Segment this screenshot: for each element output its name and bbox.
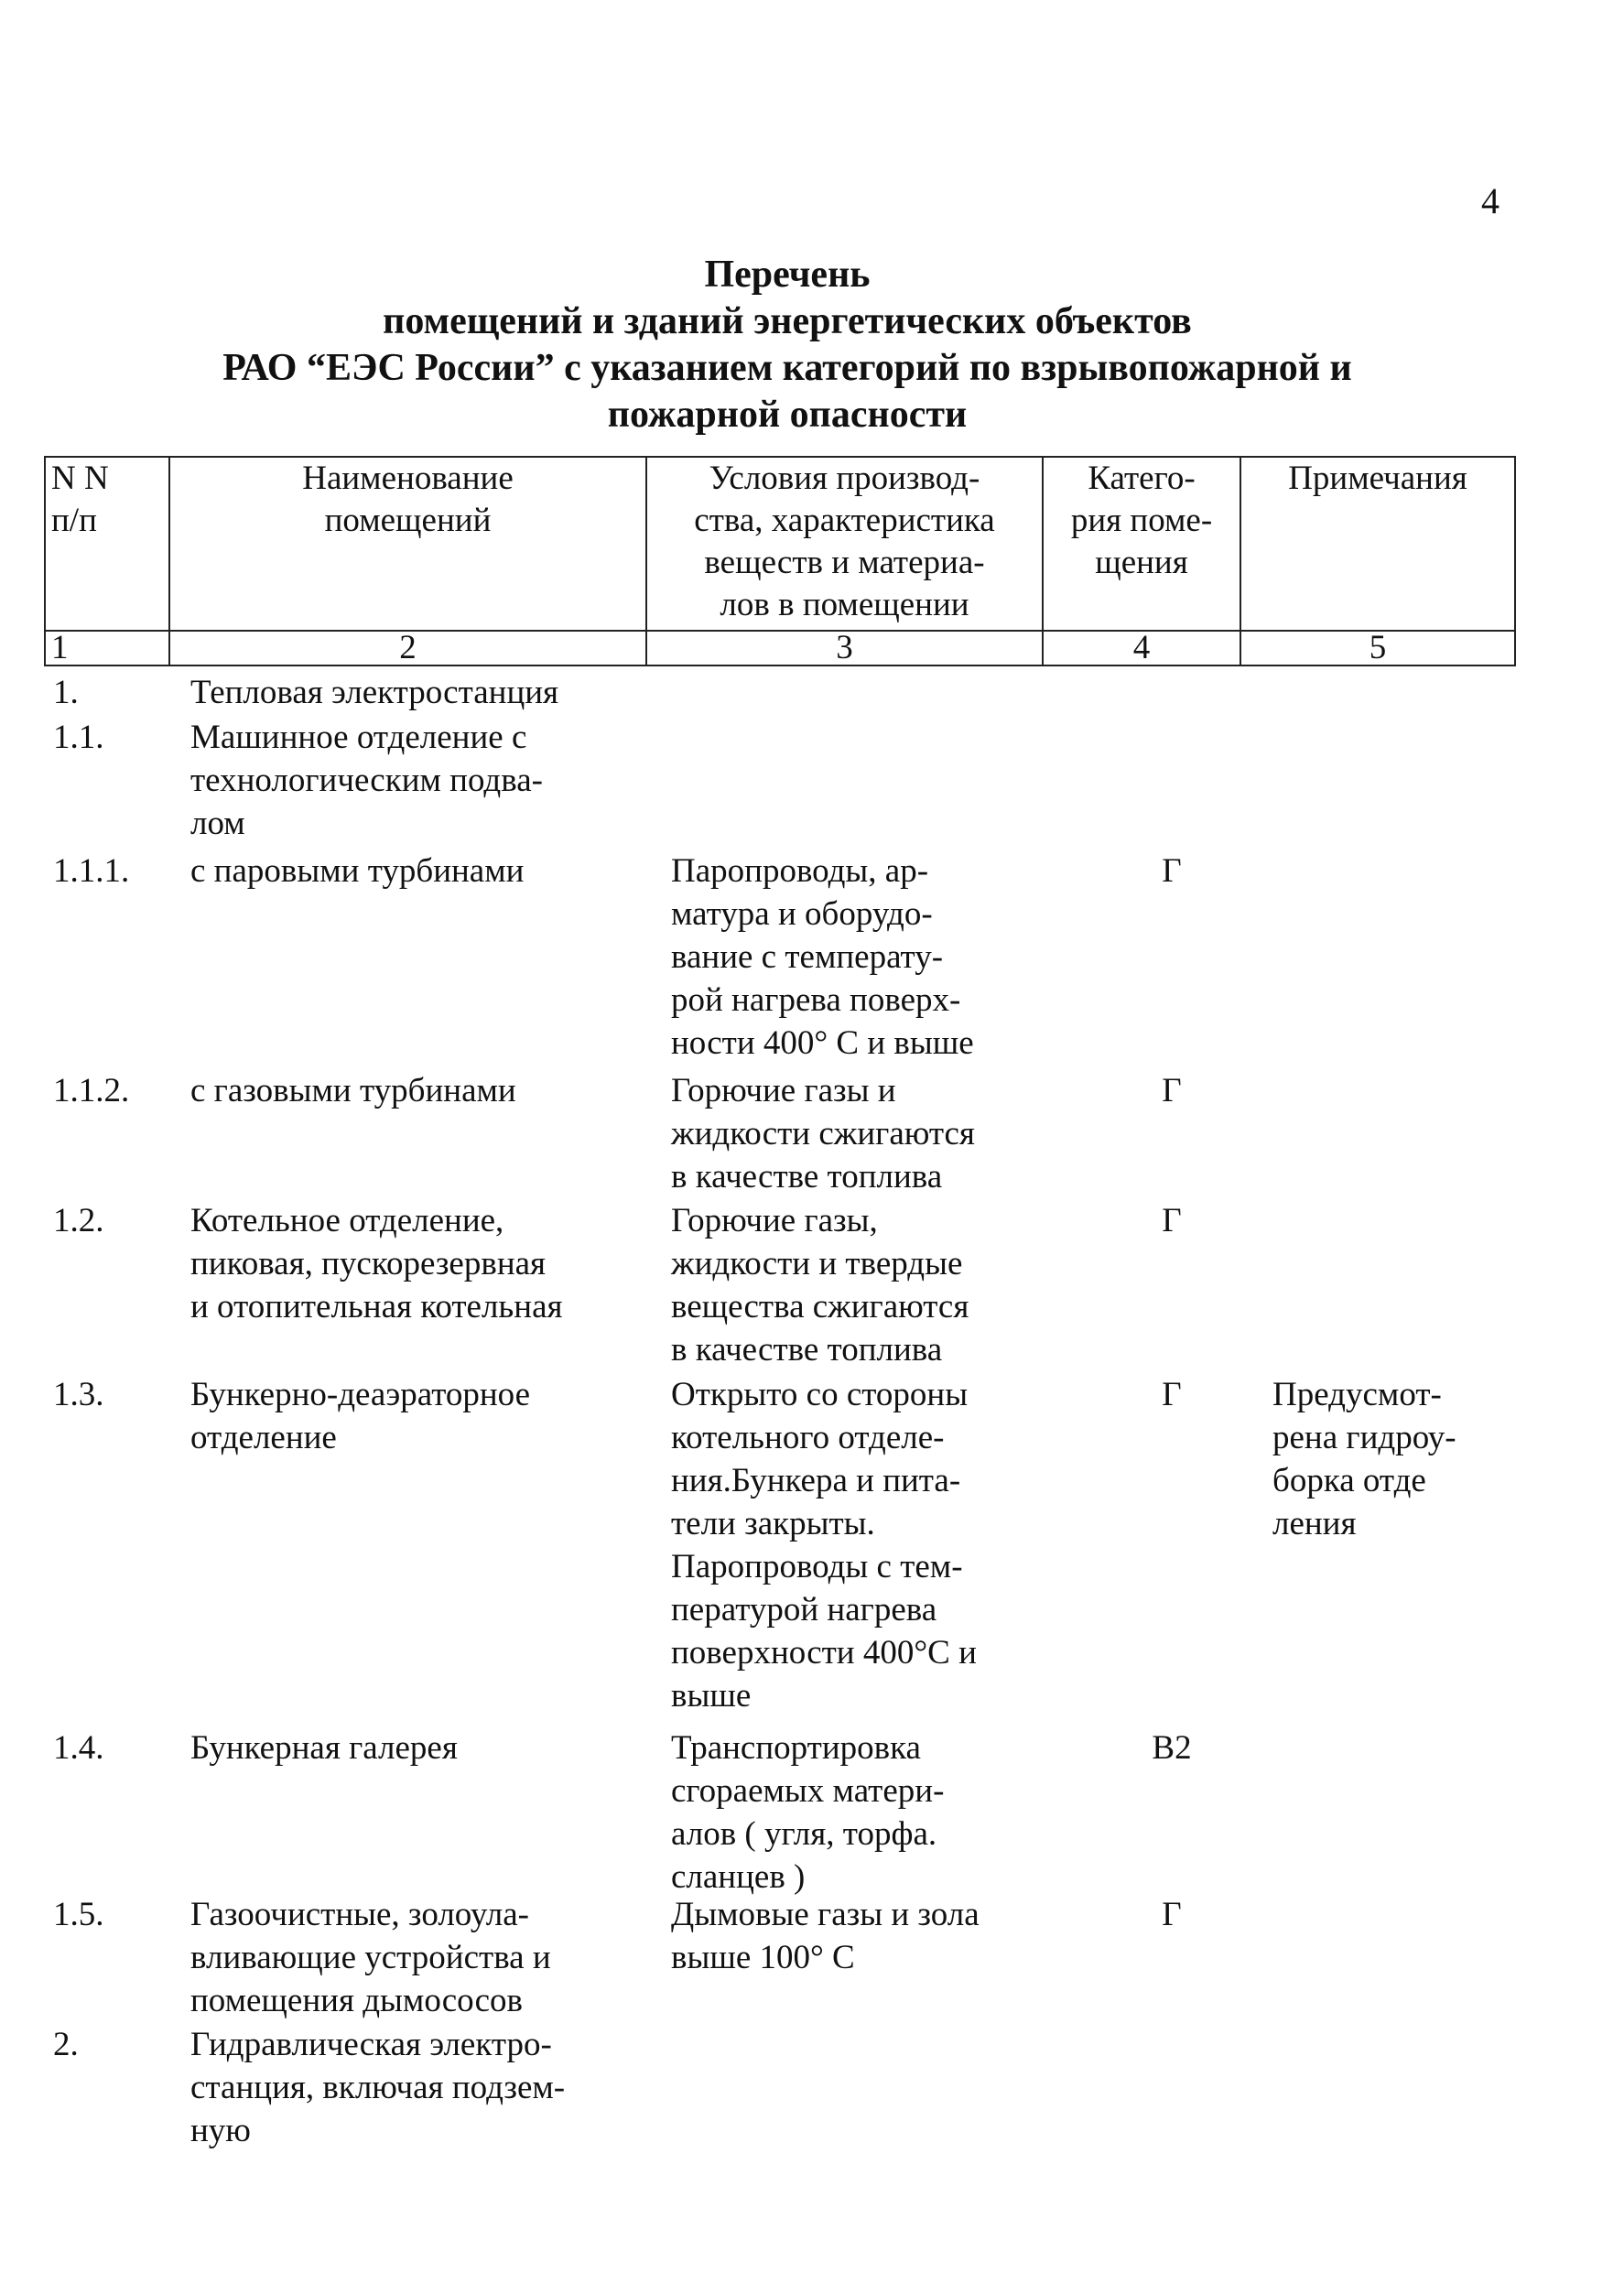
- header-text-line: веществ и материа-: [704, 544, 985, 581]
- row-number: 1.4.: [53, 1729, 104, 1767]
- header-text-line: Примечания: [1288, 460, 1467, 497]
- text-line: матура и оборудо-: [671, 895, 933, 933]
- column-number: 4: [1043, 631, 1240, 665]
- text-line: жидкости сжигаются: [671, 1115, 975, 1152]
- text-line: вливающие устройства и: [190, 1939, 551, 1976]
- text-line: Машинное отделение с: [190, 719, 527, 756]
- text-line: выше: [671, 1677, 752, 1715]
- row-number: 1.: [53, 674, 79, 711]
- header-row: [45, 457, 1515, 631]
- room-name: [190, 1893, 551, 2022]
- category-value: В2: [1152, 1729, 1192, 1767]
- row-number: 1.1.: [53, 719, 104, 756]
- title-line-3: РАО “ЕЭС России” с указанием категорий по взрывопожарной и: [222, 347, 1352, 389]
- row-number: 1.1.1.: [53, 852, 130, 890]
- text-line: технологическим подва-: [190, 762, 543, 799]
- header-col-notes: [1240, 457, 1515, 631]
- header-text-line: N N: [51, 460, 109, 497]
- table-header: [44, 456, 1516, 666]
- category-value: Г: [1162, 1202, 1182, 1239]
- text-line: Горючие газы и: [671, 1072, 896, 1109]
- conditions-text: [671, 849, 974, 1065]
- text-line: помещения дымососов: [190, 1982, 523, 2019]
- column-number: 1: [45, 631, 169, 665]
- text-line: ную: [190, 2112, 251, 2149]
- text-line: Паропроводы с тем-: [671, 1548, 963, 1585]
- text-line: лом: [190, 805, 245, 842]
- column-number: 3: [646, 631, 1043, 665]
- text-line: Котельное отделение,: [190, 1202, 504, 1239]
- text-line: Бункерная галерея: [190, 1729, 458, 1767]
- text-line: в качестве топлива: [671, 1158, 943, 1196]
- header-text-line: щения: [1095, 544, 1188, 581]
- column-number: 2: [169, 631, 646, 665]
- text-line: станция, включая подзем-: [190, 2069, 566, 2106]
- header-col-category: [1043, 457, 1240, 631]
- text-line: Транспортировка: [671, 1729, 921, 1767]
- text-line: вание с температу-: [671, 938, 944, 976]
- header-col-conditions: [646, 457, 1043, 631]
- room-name: [190, 1726, 458, 1769]
- text-line: в качестве топлива: [671, 1331, 943, 1369]
- row-number: 1.2.: [53, 1202, 104, 1239]
- conditions-text: [671, 1069, 975, 1198]
- text-line: Тепловая электростанция: [190, 674, 559, 711]
- page-number: 4: [1481, 180, 1499, 222]
- header-text-line: Наименование: [302, 460, 514, 497]
- text-line: борка отде: [1272, 1462, 1426, 1499]
- text-line: пературой нагрева: [671, 1591, 937, 1628]
- row-number: 1.3.: [53, 1376, 104, 1413]
- header-text-line: п/п: [51, 502, 97, 539]
- document-title: [55, 252, 1520, 438]
- header-text-line: ства, характеристика: [694, 502, 995, 539]
- text-line: рой нагрева поверх-: [671, 981, 961, 1019]
- text-line: Горючие газы,: [671, 1202, 878, 1239]
- room-name: [190, 716, 543, 845]
- row-number: 1.1.2.: [53, 1072, 130, 1109]
- text-line: ния.Бункера и пита-: [671, 1462, 961, 1499]
- header-text-line: Условия производ-: [709, 460, 980, 497]
- category-value: Г: [1162, 1376, 1182, 1413]
- text-line: ности 400° С и выше: [671, 1024, 974, 1062]
- text-line: с паровыми турбинами: [190, 852, 525, 890]
- text-line: котельного отделе-: [671, 1419, 945, 1456]
- text-line: пиковая, пускорезервная: [190, 1245, 547, 1282]
- column-number-row: [45, 631, 1515, 665]
- text-line: с газовыми турбинами: [190, 1072, 516, 1109]
- title-line-4: пожарной опасности: [607, 394, 968, 436]
- header-text-line: рия поме-: [1070, 502, 1213, 539]
- text-line: ления: [1272, 1505, 1357, 1542]
- header-col-num: [45, 457, 169, 631]
- header-text-line: помещений: [324, 502, 492, 539]
- row-number: 2.: [53, 2026, 79, 2063]
- room-name: [190, 1373, 530, 1459]
- conditions-text: [671, 1373, 977, 1717]
- conditions-text: [671, 1893, 980, 1979]
- category-value: Г: [1162, 852, 1182, 890]
- conditions-text: [671, 1726, 944, 1899]
- category-value: Г: [1162, 1072, 1182, 1109]
- header-text-line: Катего-: [1088, 460, 1196, 497]
- text-line: Паропроводы, ар-: [671, 852, 929, 890]
- text-line: Дымовые газы и зола: [671, 1896, 980, 1933]
- text-line: рена гидроу-: [1272, 1419, 1456, 1456]
- text-line: сланцев ): [671, 1858, 806, 1896]
- text-line: Гидравлическая электро-: [190, 2026, 552, 2063]
- conditions-text: [671, 1199, 969, 1371]
- room-name: [190, 1069, 516, 1112]
- text-line: выше 100° С: [671, 1939, 855, 1976]
- note-text: [1272, 1373, 1456, 1545]
- column-number: 5: [1240, 631, 1515, 665]
- text-line: тели закрыты.: [671, 1505, 875, 1542]
- category-value: Г: [1162, 1896, 1182, 1933]
- text-line: Газоочистные, золоула-: [190, 1896, 529, 1933]
- text-line: сгораемых матери-: [671, 1772, 945, 1810]
- row-number: 1.5.: [53, 1896, 104, 1933]
- room-name: [190, 671, 558, 714]
- header-col-name: [169, 457, 646, 631]
- text-line: Бункерно-деаэраторное: [190, 1376, 531, 1413]
- room-name: [190, 849, 524, 893]
- title-line-2: помещений и зданий энергетических объектов: [383, 300, 1192, 342]
- text-line: алов ( угля, торфа.: [671, 1815, 937, 1853]
- text-line: отделение: [190, 1419, 337, 1456]
- text-line: жидкости и твердые: [671, 1245, 963, 1282]
- text-line: Предусмот-: [1272, 1376, 1442, 1413]
- header-text-line: лов в помещении: [720, 586, 969, 623]
- text-line: вещества сжигаются: [671, 1288, 969, 1325]
- title-line-1: Перечень: [704, 254, 871, 296]
- text-line: поверхности 400°С и: [671, 1634, 977, 1672]
- room-name: [190, 1199, 563, 1328]
- room-name: [190, 2023, 565, 2152]
- text-line: и отопительная котельная: [190, 1288, 563, 1325]
- text-line: Открыто со стороны: [671, 1376, 969, 1413]
